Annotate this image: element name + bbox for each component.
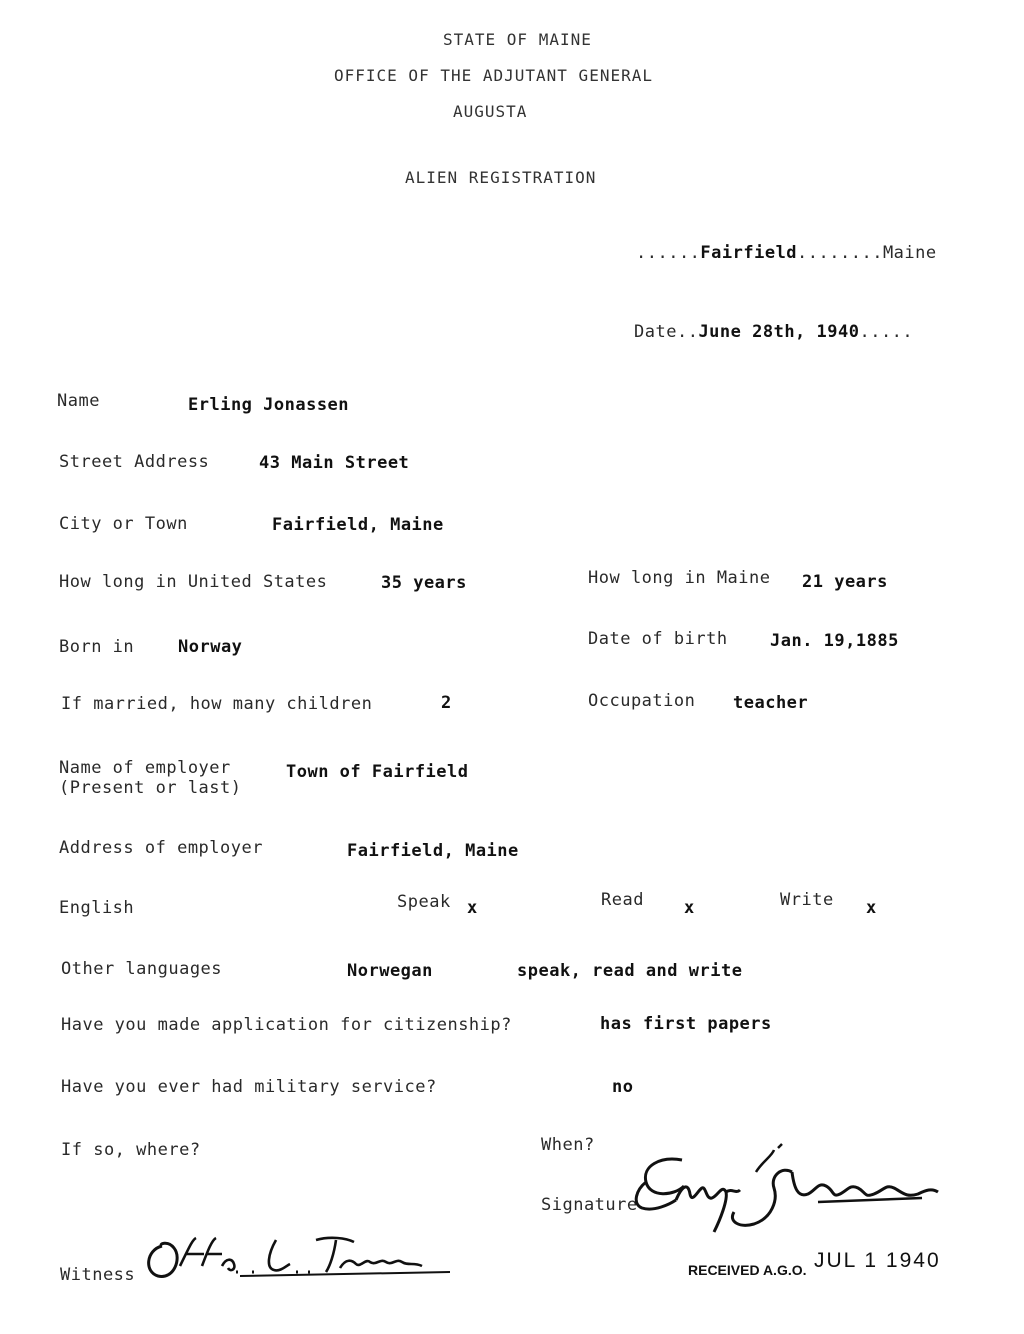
born-value: Norway: [178, 637, 243, 657]
witness-label: Witness: [60, 1265, 136, 1285]
military-value: no: [612, 1077, 634, 1097]
form-title: ALIEN REGISTRATION: [405, 168, 597, 187]
employer-label: Name of employer: [59, 758, 231, 778]
where-label: If so, where?: [61, 1140, 201, 1160]
english-label: English: [59, 898, 135, 918]
city-heading: AUGUSTA: [453, 102, 528, 121]
state-heading: STATE OF MAINE: [443, 30, 592, 49]
born-label: Born in: [59, 637, 135, 657]
employer-address-value: Fairfield, Maine: [347, 841, 519, 861]
place-line: ......Fairfield........Maine: [636, 243, 937, 263]
military-label: Have you ever had military service?: [61, 1077, 437, 1097]
signature-image: [622, 1142, 942, 1238]
street-label: Street Address: [59, 452, 210, 472]
witness-signature-image: [140, 1228, 460, 1292]
read-label: Read: [601, 890, 644, 910]
city-label: City or Town: [59, 514, 188, 534]
received-stamp-date: JUL 1 1940: [814, 1249, 941, 1272]
date-value: June 28th, 1940: [698, 322, 860, 342]
children-value: 2: [441, 693, 452, 713]
occupation-label: Occupation: [588, 691, 696, 711]
years-us-value: 35 years: [381, 573, 467, 593]
speak-label: Speak: [397, 892, 451, 912]
employer-label-sub: (Present or last): [59, 778, 242, 798]
place-state: Maine: [882, 243, 937, 263]
city-value: Fairfield, Maine: [272, 515, 444, 535]
citizenship-value: has first papers: [600, 1014, 772, 1034]
write-mark: x: [866, 898, 877, 918]
received-stamp: RECEIVED A.G.O.: [688, 1262, 807, 1278]
speak-mark: x: [467, 898, 478, 918]
name-label: Name: [57, 391, 100, 411]
years-maine-value: 21 years: [802, 572, 888, 592]
employer-value: Town of Fairfield: [286, 762, 469, 782]
signature-label: Signature: [541, 1195, 638, 1215]
occupation-value: teacher: [733, 693, 809, 713]
office-heading: OFFICE OF THE ADJUTANT GENERAL: [334, 66, 653, 85]
street-value: 43 Main Street: [259, 453, 410, 473]
write-label: Write: [780, 890, 834, 910]
years-us-label: How long in United States: [59, 572, 328, 592]
name-value: Erling Jonassen: [188, 395, 350, 415]
when-label: When?: [541, 1135, 595, 1155]
children-label: If married, how many children: [61, 694, 373, 714]
other-lang-value: Norwegan: [347, 961, 433, 981]
place-town: Fairfield: [700, 243, 798, 263]
citizenship-label: Have you made application for citizenship?: [61, 1015, 512, 1035]
date-line: Date..June 28th, 1940.....: [634, 322, 914, 342]
years-maine-label: How long in Maine: [588, 568, 771, 588]
dob-label: Date of birth: [588, 629, 728, 649]
read-mark: x: [684, 898, 695, 918]
other-lang-label: Other languages: [61, 959, 223, 979]
date-label: Date: [634, 322, 677, 342]
employer-address-label: Address of employer: [59, 838, 263, 858]
dob-value: Jan. 19,1885: [770, 631, 899, 651]
other-lang-ability: speak, read and write: [517, 961, 743, 981]
